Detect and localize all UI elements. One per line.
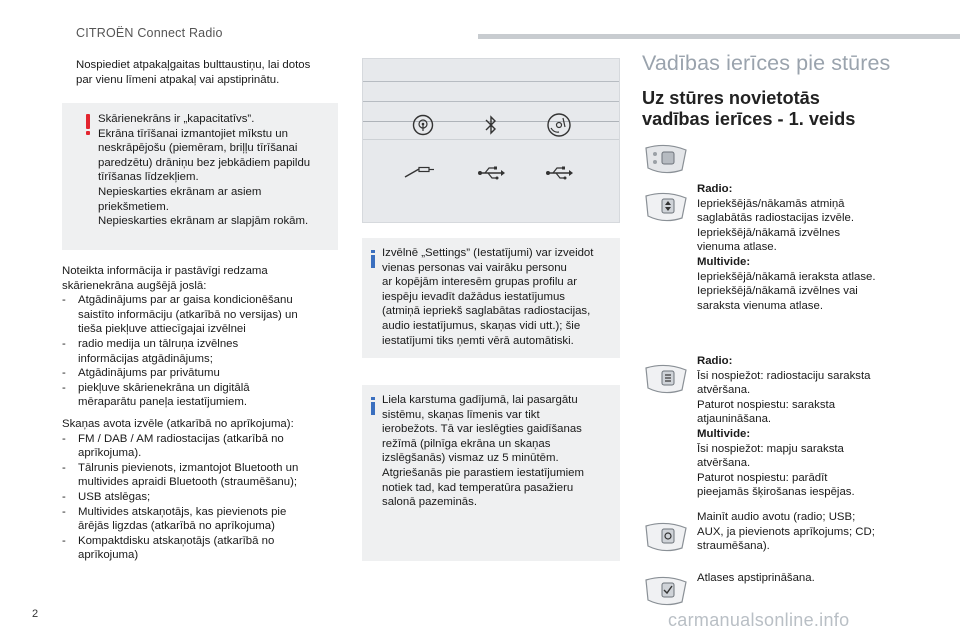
control-description-list: Radio: Īsi nospiežot: radiostaciju saraksta atvēršana. Paturot nospiestu: saraksta atjaunināšana. Multivide: Īsi nospiežot: mapju saraksta atvēršana. Paturot nospiestu: parādīt pieejamās šķirošanas iespējas. xyxy=(697,355,871,499)
warning-icon xyxy=(84,114,92,136)
section-title: Vadības ierīces pie stūres xyxy=(642,51,891,75)
steering-control-list-icon xyxy=(642,362,690,398)
info-box-heat xyxy=(362,385,620,561)
radio-source-icon[interactable] xyxy=(403,109,443,141)
warning-box xyxy=(62,103,338,250)
source-screen-illustration xyxy=(362,58,620,223)
section-subtitle: Uz stūres novietotās vadības ierīces - 1. veids xyxy=(642,88,856,129)
header-bar xyxy=(478,34,960,39)
usb-icon[interactable] xyxy=(539,157,579,189)
status-intro: Noteikta informācija ir pastāvīgi redzama skārienekrāna augšējā joslā: xyxy=(62,265,268,292)
page-number: 2 xyxy=(32,608,39,620)
info-icon xyxy=(370,397,376,415)
header-title: CITROËN Connect Radio xyxy=(76,26,223,40)
info-icon xyxy=(370,250,376,268)
control-description-confirm: Atlases apstiprināšana. xyxy=(697,572,815,584)
list-item: - Atgādinājums par ar gaisa kondicionēšanu saistīto informāciju (atkarībā no versijas) un tieša piekļuve attiecīgajai izvēlnei xyxy=(62,294,298,336)
list-item: - Atgādinājums par privātumu xyxy=(62,367,220,380)
watermark: carmanualsonline.info xyxy=(668,610,850,630)
list-item: - Kompaktdisku atskaņotājs (atkarībā no aprīkojuma) xyxy=(62,534,275,562)
steering-control-overview-icon xyxy=(642,142,690,178)
status-bar-section xyxy=(62,264,338,410)
info-box-settings xyxy=(362,238,620,358)
steering-control-confirm-icon xyxy=(642,574,690,610)
list-item: - Multivides atskaņotājs, kas pievienots pie ārējās ligzdas (atkarībā no aprīkojuma) xyxy=(62,505,287,533)
steering-control-source-icon xyxy=(642,520,690,556)
list-item: - USB atslēgas; xyxy=(62,490,151,503)
control-description-scroll: Radio: Iepriekšējās/nākamās atmiņā saglabātās radiostacijas izvēle. Iepriekšējā/nākamā izvēlnes vienuma atlase. Multivide: Iepriekšējā/nākamā ieraksta atlase. Iepriekšējā/nākamā izvēlnes vai saraksta vienuma atlase. xyxy=(697,183,876,312)
info-text-settings: Izvēlnē „Settings” (Iestatījumi) var izveidot vienas personas vai vairāku personu ar kopējām interesēm grupas profilu ar iespēju ievadīt dažādus iestatījumus (atmiņā iepriekš saglabātas radiostacijas, audio iestatījumus, skaņas vidi utt.); šie iestatījumi tiks ņemti vērā automātiski. xyxy=(382,247,594,347)
list-item: - piekļuve skārienekrāna un digitālā mēraparātu paneļa iestatījumiem. xyxy=(62,381,250,409)
list-item: - FM / DAB / AM radiostacijas (atkarībā no aprīkojuma). xyxy=(62,432,284,460)
cd-icon[interactable] xyxy=(539,109,579,141)
info-text-heat: Liela karstuma gadījumā, lai pasargātu sistēmu, skaņas līmenis var tikt ierobežots. Tā var ieslēgties gaidīšanas režīmā (pilnīga ekrāna un skaņas izslēgšanās) vismaz uz 5 minūtēm. Atgriešanās pie parastiem iestatījumiem notiek tad, kad temperatūra pasažieru salonā pazeminās. xyxy=(382,394,584,509)
control-description-source: Mainīt audio avotu (radio; USB; AUX, ja pievienots aprīkojums; CD; straumēšana). xyxy=(697,511,875,553)
warning-text: Skārienekrāns ir „kapacitatīvs”. Ekrāna tīrīšanai izmantojiet mīkstu un neskrāpējošu (piemēram, briļļu tīrīšanai paredzētu) drāniņu bez jebkādiem papildu tīrīšanas līdzekļiem. Nepieskarties ekrānam ar asiem priekšmetiem. Nepieskarties ekrānam ar slapjām rokām. xyxy=(98,113,311,228)
steering-control-scroll-icon xyxy=(642,190,690,226)
intro-paragraph: Nospiediet atpakaļgaitas bulttaustiņu, lai dotos par vienu līmeni atpakaļ vai apstiprinātu. xyxy=(76,59,311,86)
usb-icon[interactable] xyxy=(471,157,511,189)
list-item: - Tālrunis pievienots, izmantojot Bluetooth un multivides apraidi Bluetooth (straumēšanu); xyxy=(62,461,299,489)
source-intro: Skaņas avota izvēle (atkarībā no aprīkojuma): xyxy=(62,418,294,430)
aux-jack-icon[interactable] xyxy=(399,157,439,189)
list-item: - radio medija un tālruņa izvēlnes informācijas atgādinājums; xyxy=(62,337,239,365)
bluetooth-icon[interactable] xyxy=(471,109,511,141)
source-section xyxy=(62,417,338,563)
